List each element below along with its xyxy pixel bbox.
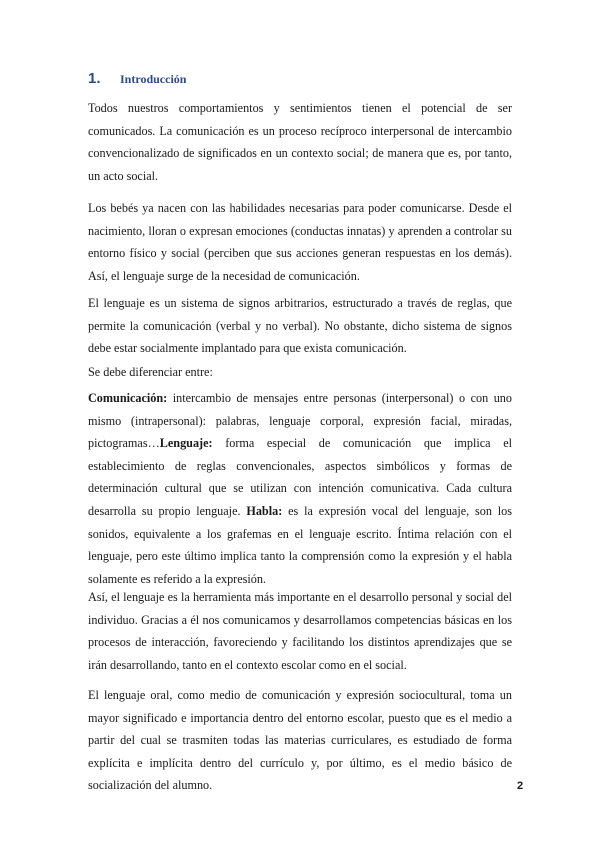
section-number: 1. [88,70,101,87]
paragraph-oral-language: El lenguaje oral, como medio de comunicación y expresión sociocultural, toma un mayor significado e importancia dentro del entorno escolar, puesto que es el medio a partir del cual se trasmiten todas las materias curriculares, es estudiado de forma explícita e implícita dentro del currículo y, por último, es el medio básico de socialización del alumno. [88,688,512,793]
term-comunicacion: Comunicación: [88,391,168,405]
term-habla: Habla: [246,503,283,518]
paragraph-babies-communication: Los bebés ya nacen con las habilidades necesarias para poder comunicarse. Desde el nacimiento, lloran o expresan emociones (conductas innatas) y aprenden a controlar su entorno físico y social (perciben que sus acciones generan respuestas en los demás). Así, el lenguaje surge de la necesidad de comunicación. [88,201,512,283]
paragraph-communication-definition: Todos nuestros comportamientos y sentimientos tienen el potencial de ser comunicados. La comunicación es un proceso recíproco interpersonal de intercambio convencionalizado de significados en un contexto social; de manera que es, por tanto, un acto social. [88,101,512,183]
paragraph-language-system: El lenguaje es un sistema de signos arbitrarios, estructurado a través de reglas, que permite la comunicación (verbal y no verbal). No obstante, dicho sistema de signos debe estar socialmente implantado para que exista comunicación. [88,296,512,356]
page-number: 2 [517,780,524,792]
term-lenguaje: Lenguaje: [159,436,213,451]
definition-lenguaje: forma especial de comunicación que implica el establecimiento de reglas convencionales, aspectos simbólicos y formas de determinación cultural que se utilizan con intención comunicativa. Cada cultura desarrolla su propio lenguaje. [88,436,512,518]
section-heading [88,70,186,92]
paragraph-differentiate-intro: Se debe diferenciar entre: [88,365,213,379]
paragraph-language-tool: Así, el lenguaje es la herramienta más importante en el desarrollo personal y social del individuo. Gracias a él nos comunicamos y desarrollamos competencias básicas en los procesos de interacción, favoreciendo y facilitando los distintos aprendizajes que se irán desarrollando, tanto en el contexto escolar como en el social. [88,590,512,672]
definition-habla: es la expresión vocal del lenguaje, son los sonidos, equivalente a los grafemas en el lenguaje escrito. Íntima relación con el lenguaje, pero este último implica tanto la comprensión como la expresión y el habla solamente es referido a la expresión. [88,503,512,586]
paragraph-definitions [88,387,512,590]
definition-comunicacion: intercambio de mensajes entre personas (interpersonal) o con uno mismo (intrapersonal): palabras, lenguaje corporal, expresión facial, miradas, pictogramas… [88,391,512,451]
section-title: Introducción [120,72,187,86]
